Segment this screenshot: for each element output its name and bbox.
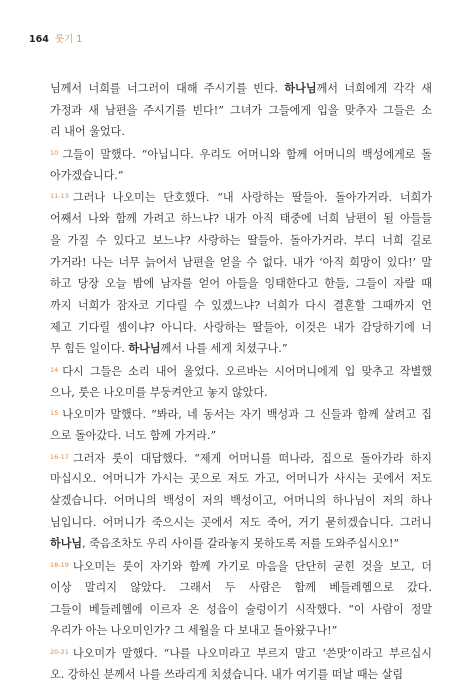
text-segment: 으나, 룻은 나오미를 부둥켜안고 놓지 않았다. xyxy=(50,385,268,399)
text-line xyxy=(50,403,432,425)
text-line xyxy=(50,78,432,100)
text-line xyxy=(50,664,432,686)
text-line xyxy=(50,230,432,252)
text-segment: 아가겠습니다.” xyxy=(50,168,124,182)
text-line xyxy=(50,273,432,295)
text-segment: 다시 그들은 소리 내어 울었다. 오르바는 시어머니에게 입 맞추고 작별했 xyxy=(62,364,432,378)
text-segment: 께서 너희에게 각각 새 xyxy=(316,82,432,95)
text-segment: 살겠습니다. 어머니의 백성이 저의 백성이고, 어머니의 하나님이 저의 하나 xyxy=(50,494,432,508)
text-segment: 어째서 나와 함께 가려고 하느냐? 내가 아직 태중에 너희 남편이 될 아들들 xyxy=(50,212,432,226)
text-segment: 나오미가 말했다. “봐라, 네 동서는 자기 백성과 그 신들과 함께 살려고 집 xyxy=(62,408,432,422)
text-segment: 나오미가 말했다. “나를 나오미라고 부르지 말고 ‘쓴맛’이라고 부르십시 xyxy=(72,646,432,660)
verse-block xyxy=(50,555,432,642)
bold-term: 하나님 xyxy=(128,342,161,356)
text-segment: 님께서 너희를 너그러이 대해 주시기를 빈다. xyxy=(50,82,285,95)
text-segment: 가정과 새 남편을 주시기를 빈다!” 그녀가 그들에게 입을 맞추자 그들은 소 xyxy=(50,103,432,117)
text-segment: , 죽음조차도 우리 사이를 갈라놓지 못하도록 저를 도와주십시오!” xyxy=(82,537,400,551)
verse-block xyxy=(50,642,432,685)
text-line xyxy=(50,186,432,208)
verse-number: 20-21 xyxy=(50,647,69,656)
bold-term: 하나님 xyxy=(284,82,317,95)
text-line xyxy=(50,533,432,555)
text-segment: 으로 돌아갔다. 너도 함께 가거라.” xyxy=(50,429,217,442)
verse-number: 18-19 xyxy=(50,561,69,570)
page-header xyxy=(29,31,82,45)
page-number: 164 xyxy=(29,34,49,45)
text-line xyxy=(50,447,432,469)
text-line xyxy=(50,577,432,599)
text-segment: 그러자 룻이 대답했다. “제게 어머니를 떠나라, 집으로 돌아가라 하지 xyxy=(72,451,432,465)
text-line xyxy=(50,490,432,512)
text-line xyxy=(50,252,432,274)
verse-number: 15 xyxy=(50,409,59,418)
text-segment: 님입니다. 어머니가 죽으시는 곳에서 저도 죽어, 거기 묻히겠습니다. 그러니 xyxy=(50,515,432,529)
page-body xyxy=(50,78,432,685)
verse-block xyxy=(50,447,432,555)
verse-block xyxy=(50,360,432,403)
text-segment: 하고 당장 오늘 밤에 남자를 얻어 아들을 잉태한다고 한들, 그들이 자랄 때 xyxy=(50,277,432,291)
text-segment: 무 힘든 일이다. xyxy=(50,342,129,356)
text-segment: 제고 기다릴 셈이냐? 아니다. 사랑하는 딸들아, 이것은 내가 감당하기에 너 xyxy=(50,320,432,334)
text-segment: 을 가질 수 있다고 보느냐? 사랑하는 딸들아. 돌아가거라. 부디 너희 길로 xyxy=(50,233,432,247)
text-line xyxy=(50,295,432,317)
text-line xyxy=(50,555,432,577)
text-line xyxy=(50,100,432,122)
verse-block xyxy=(50,186,432,360)
verse-block xyxy=(50,143,432,186)
text-segment: 그러나 나오미는 단호했다. “내 사랑하는 딸들아. 돌아가거라. 너희가 xyxy=(72,191,432,205)
text-line xyxy=(50,512,432,534)
text-segment: 께서 나를 세게 치셨구나.” xyxy=(160,342,288,356)
text-line xyxy=(50,317,432,339)
verse-block xyxy=(50,403,432,446)
text-line xyxy=(50,468,432,490)
running-title: 룻기 1 xyxy=(54,34,83,45)
bold-term: 하나님 xyxy=(50,537,83,551)
text-line xyxy=(50,338,432,360)
verse-number: 14 xyxy=(50,365,59,374)
text-line xyxy=(50,642,432,664)
text-segment: 마십시오. 어머니가 가시는 곳으로 저도 가고, 어머니가 사시는 곳에서 저도 xyxy=(50,472,432,486)
text-segment: 그들이 베들레헴에 이르자 온 성읍이 술렁이기 시작했다. “이 사람이 정말 xyxy=(50,602,432,616)
text-line xyxy=(50,599,432,621)
verse-number: 16-17 xyxy=(50,452,69,461)
text-segment: 까지 너희가 잠자코 기다릴 수 있겠느냐? 너희가 다시 결혼할 그때까지 언 xyxy=(50,298,432,312)
text-segment: 그들이 말했다. “아닙니다. 우리도 어머니와 함께 어머니의 백성에게로 돌 xyxy=(62,148,432,162)
text-line xyxy=(50,382,432,404)
text-line xyxy=(50,425,432,447)
text-segment: 우리가 아는 나오미인가? 그 세월을 다 보내고 돌아왔구나!” xyxy=(50,624,338,638)
text-segment: 오. 강하신 분께서 나를 쓰라리게 치셨습니다. 내가 여기를 떠날 때는 살림 xyxy=(50,667,404,681)
text-line xyxy=(50,208,432,230)
text-line xyxy=(50,165,432,187)
text-segment: 이상 말리지 않았다. 그래서 두 사람은 함께 베들레헴으로 갔다. xyxy=(50,580,432,594)
text-line xyxy=(50,143,432,165)
verse-number: 11-13 xyxy=(50,192,69,201)
text-segment: 리 내어 울었다. xyxy=(50,125,125,139)
text-line xyxy=(50,360,432,382)
text-segment: 가거라! 나는 너무 늙어서 남편을 얻을 수 없다. 내가 ‘아직 희망이 있다!’ 말 xyxy=(50,255,432,269)
verse-block xyxy=(50,78,432,143)
text-line xyxy=(50,121,432,143)
verse-number: 10 xyxy=(50,149,59,158)
text-line xyxy=(50,620,432,642)
text-segment: 나오미는 룻이 자기와 함께 가기로 마음을 단단히 굳힌 것을 보고, 더 xyxy=(72,560,432,574)
